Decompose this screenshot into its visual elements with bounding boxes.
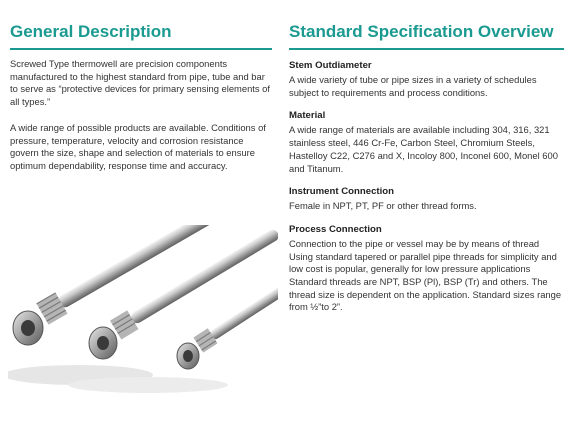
spec-section-process-connection (289, 223, 564, 314)
spec-section-text: A wide range of materials are available including 304, 316, 321 stainless steel, 446 Cr-Fe, Carbon Steel, Chromium Steels, Hastelloy C22, C276 and X, Incoloy 800, Inconel 600, Monel 600 and Titanum. (289, 124, 558, 174)
spec-section-title: Process Connection (289, 223, 382, 235)
spec-section-material (289, 109, 564, 175)
spec-section-title: Stem Outdiameter (289, 60, 372, 71)
thermowell-medium (89, 228, 278, 359)
general-description-column (10, 0, 272, 173)
spec-section-text: A wide variety of tube or pipe sizes in a variety of schedules subject to requirements and process conditions. (289, 74, 537, 98)
spec-section-title: Material (289, 110, 326, 122)
specification-overview-column (289, 0, 564, 314)
spec-section-instrument-connection (289, 185, 564, 213)
general-description-heading: General Description (10, 22, 172, 41)
specification-overview-heading: Standard Specification Overview (289, 22, 554, 41)
spec-section-stem-outdiameter (289, 59, 564, 99)
spec-section-text: Female in NPT, PT, PF or other thread forms. (289, 200, 477, 212)
description-paragraph-2: A wide range of possible products are available. Conditions of pressure, temperature, velocity and corrosion resistance govern the size, shape and selection of materials to ensure optimum dependability, response time and accuracy. (10, 121, 266, 171)
heading-divider (10, 48, 272, 50)
thermowell-photo (8, 225, 278, 395)
thermowell-short (177, 278, 278, 369)
spec-section-title: Instrument Connection (289, 186, 394, 198)
description-paragraph-1: Screwed Type thermowell are precision components manufactured to the highest standard from pipe, tube and bar to serve as “protective devices for primary sensing elements of all types.” (10, 58, 271, 108)
spec-section-text: Connection to the pipe or vessel may be by means of thread Using standard tapered or parallel pipe threads for simplicity and low cost is popular, generally for low pressure applications Standard threads are NPT, BSP (Pl), BSP (Tr) and others. The thread size is dependent on the application. Standard sizes range from ½”to 2”. (289, 237, 562, 313)
heading-divider (289, 48, 564, 50)
